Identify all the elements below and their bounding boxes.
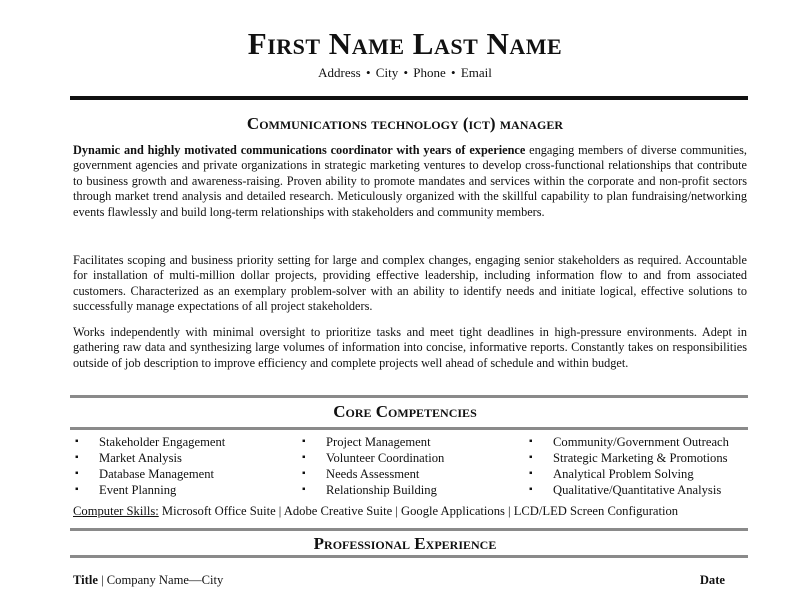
competency-item: ▪ Needs Assessment [302, 467, 420, 481]
competency-item: ▪ Event Planning [75, 483, 177, 497]
summary-paragraph-3: Works independently with minimal oversight to prioritize tasks and meet tight deadlines in high-pressure environments. Adept in gathering raw data and synthesizing large volumes of information into concise, informative reports. Constantly takes on responsibilities outside of job description to improve efficiency and complete projects well ahead of schedule and within budget. [73, 325, 747, 370]
bullet-icon: ▪ [75, 452, 79, 463]
competency-item: ▪ Relationship Building [302, 483, 437, 497]
competency-item: ▪ Analytical Problem Solving [529, 467, 694, 481]
experience-date: Date [699, 573, 725, 587]
job-title: Communications technology (ict) manager [246, 114, 564, 133]
header-divider [70, 96, 748, 100]
experience-company: | Company Name—City [97, 573, 224, 587]
core-competencies-heading: Core Competencies [333, 402, 477, 421]
experience-title: Title [73, 573, 98, 587]
section-divider [70, 528, 748, 531]
bullet-icon: ▪ [75, 436, 79, 447]
competency-item: ▪ Qualitative/Quantitative Analysis [529, 483, 722, 497]
experience-entry-header [73, 572, 725, 588]
bullet-icon: ▪ [529, 452, 533, 463]
summary-paragraph-1-text: engaging members of diverse communities, government agencies and private organizations in strategic marketing ventures to develop cross-functional relationships that contribute to business growth and awareness-raising. Proven ability to promote mandates and services within the corporate and non-profit sectors through market trend analysis and detailed research. Meticulously organized with the skillful capability to plan fundraising/networking events flawlessly and build long-term relationships with stakeholders and community members. [73, 143, 747, 219]
competency-column-1 [75, 434, 295, 498]
competency-item: ▪ Strategic Marketing & Promotions [529, 451, 728, 465]
bullet-icon: ▪ [302, 436, 306, 447]
section-divider [70, 395, 748, 398]
bullet-icon: ▪ [302, 484, 306, 495]
competency-item: ▪ Market Analysis [75, 451, 182, 465]
computer-skills-line [73, 503, 763, 519]
section-divider [70, 555, 748, 558]
contact-separator: • [451, 65, 456, 80]
section-divider [70, 427, 748, 430]
contact-line [0, 64, 810, 82]
candidate-name: First Name Last Name [247, 26, 563, 61]
contact-city: City [375, 65, 399, 80]
contact-separator: • [365, 65, 371, 80]
competency-column-2 [302, 434, 522, 498]
summary-paragraph-1 [73, 143, 747, 220]
bullet-icon: ▪ [302, 452, 306, 463]
summary-paragraph-2: Facilitates scoping and business priority setting for large and complex changes, engaging senior stakeholders as required. Accountable for installation of multi-million dollar projects, providing effective leadership, including information flow to and from associated customers. Characterized as an exemplary problem-solver with an ability to identify needs and initiate logical, effective solutions to successfully manage expectations of all project stakeholders. [73, 253, 747, 314]
bullet-icon: ▪ [529, 484, 533, 495]
bullet-icon: ▪ [529, 436, 533, 447]
contact-separator: • [403, 65, 409, 80]
competency-item: ▪ Project Management [302, 435, 431, 449]
computer-skills-list: Microsoft Office Suite | Adobe Creative Suite | Google Applications | LCD/LED Screen Configuration [158, 504, 679, 518]
contact-phone: Phone [413, 65, 446, 80]
summary-highlight: Dynamic and highly motivated communications coordinator with years of experience [73, 143, 526, 157]
bullet-icon: ▪ [529, 468, 533, 479]
bullet-icon: ▪ [75, 468, 79, 479]
bullet-icon: ▪ [302, 468, 306, 479]
competency-item: ▪ Database Management [75, 467, 215, 481]
competency-item: ▪ Volunteer Coordination [302, 451, 445, 465]
professional-experience-heading: Professional Experience [313, 534, 497, 553]
competency-item: ▪ Community/Government Outreach [529, 435, 729, 449]
bullet-icon: ▪ [75, 484, 79, 495]
contact-email: Email [460, 65, 492, 80]
competency-item: ▪ Stakeholder Engagement [75, 435, 226, 449]
computer-skills-label: Computer Skills: [73, 504, 159, 518]
contact-address: Address [318, 65, 361, 80]
competency-column-3 [529, 434, 769, 498]
